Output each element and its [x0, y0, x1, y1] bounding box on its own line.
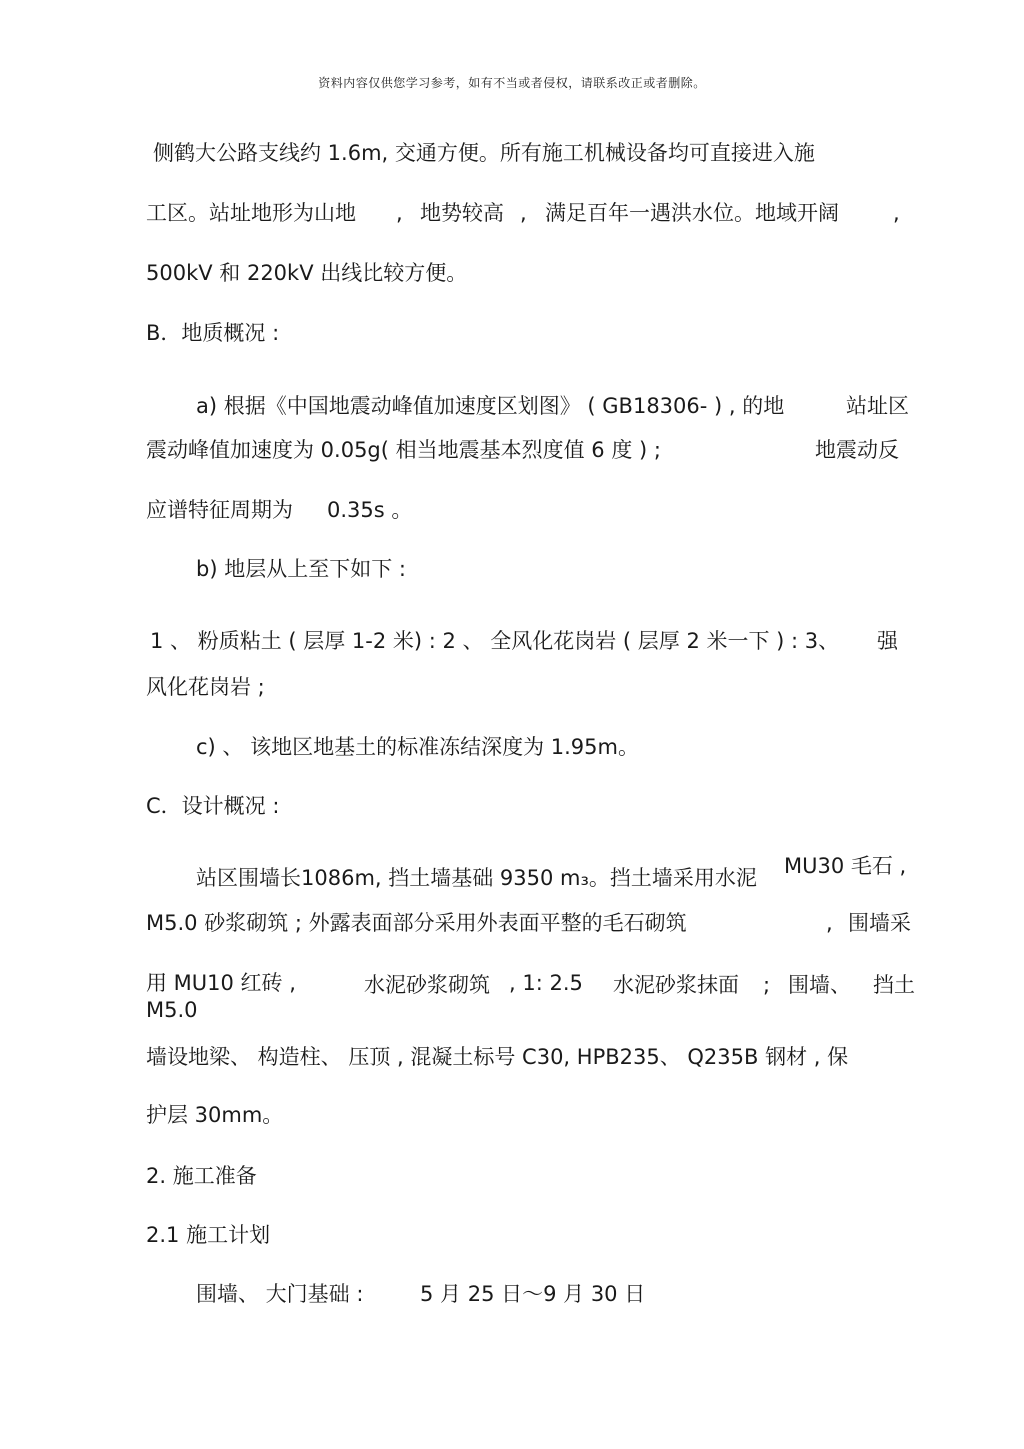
text-line: 工区。站址地形为山地 — [146, 201, 356, 225]
text-line: 地势较高 — [420, 201, 504, 225]
text-line: MU30 毛石 , — [784, 854, 907, 878]
text-line: 水泥砂浆抹面 — [613, 973, 739, 997]
text-line: 1 、 粉质粘土 ( 层厚 1-2 米) : 2 、 全风化花岗岩 ( 层厚 2 米一下 ) : 3、 — [150, 629, 840, 653]
text-line: 墙设地梁、 构造柱、 压顶 , 混凝土标号 C30, HPB235、 Q235B 钢材 , 保 — [146, 1045, 849, 1069]
text-line: 围墙、 大门基础 : — [196, 1282, 364, 1306]
section-heading: B．地质概况 : — [146, 321, 280, 345]
text-line: 震动峰值加速度为 0.05g( 相当地震基本烈度值 6 度 ) ; — [146, 438, 661, 462]
text-line: M5.0 砂浆砌筑 ; 外露表面部分采用外表面平整的毛石砌筑 — [146, 911, 687, 935]
text-line: ; — [763, 973, 771, 997]
text-line: 应谱特征周期为 — [146, 498, 293, 522]
text-line: , 1: 2.5 — [509, 971, 583, 995]
text-line: 500kV 和 220kV 出线比较方便。 — [146, 261, 468, 285]
text-line: , — [893, 201, 900, 225]
section-heading: C．设计概况 : — [146, 794, 280, 818]
text-line: 5 月 25 日～9 月 30 日 — [420, 1282, 646, 1306]
text-line: 地震动反 — [815, 438, 899, 462]
text-line: c) 、 该地区地基土的标准冻结深度为 1.95m。 — [196, 735, 639, 759]
disclaimer-header: 资料内容仅供您学习参考，如有不当或者侵权，请联系改正或者删除。 — [318, 76, 706, 90]
text-line: 侧鹤大公路支线约 1.6m, 交通方便。所有施工机械设备均可直接进入施 — [153, 141, 815, 165]
text-line: 围墙、 — [788, 973, 851, 997]
text-line: 站址区 — [846, 394, 909, 418]
section-heading: 2.1 施工计划 — [146, 1223, 271, 1247]
text-line: M5.0 — [146, 998, 198, 1022]
text-line: 水泥砂浆砌筑 — [364, 973, 490, 997]
text-line: b) 地层从上至下如下 : — [196, 557, 406, 581]
text-line: 满足百年一遇洪水位。地域开阔 — [545, 201, 839, 225]
text-line: 风化花岗岩 ; — [146, 675, 265, 699]
text-line: , — [826, 911, 833, 935]
text-line: , — [520, 201, 527, 225]
text-line: 挡土 — [873, 973, 915, 997]
text-line: , — [396, 201, 403, 225]
text-line: 用 MU10 红砖 , — [146, 971, 296, 995]
text-line: 护层 30mm。 — [146, 1103, 284, 1127]
text-line: 0.35s 。 — [327, 498, 413, 522]
text-line: 强 — [877, 629, 898, 653]
section-heading: 2. 施工准备 — [146, 1164, 257, 1188]
text-line: 站区围墙长1086m, 挡土墙基础 9350 m₃。挡土墙采用水泥 — [196, 866, 757, 890]
text-line: 围墙采 — [848, 911, 911, 935]
text-line: a) 根据《中国地震动峰值加速度区划图》 ( GB18306- ) , 的地 — [196, 394, 785, 418]
